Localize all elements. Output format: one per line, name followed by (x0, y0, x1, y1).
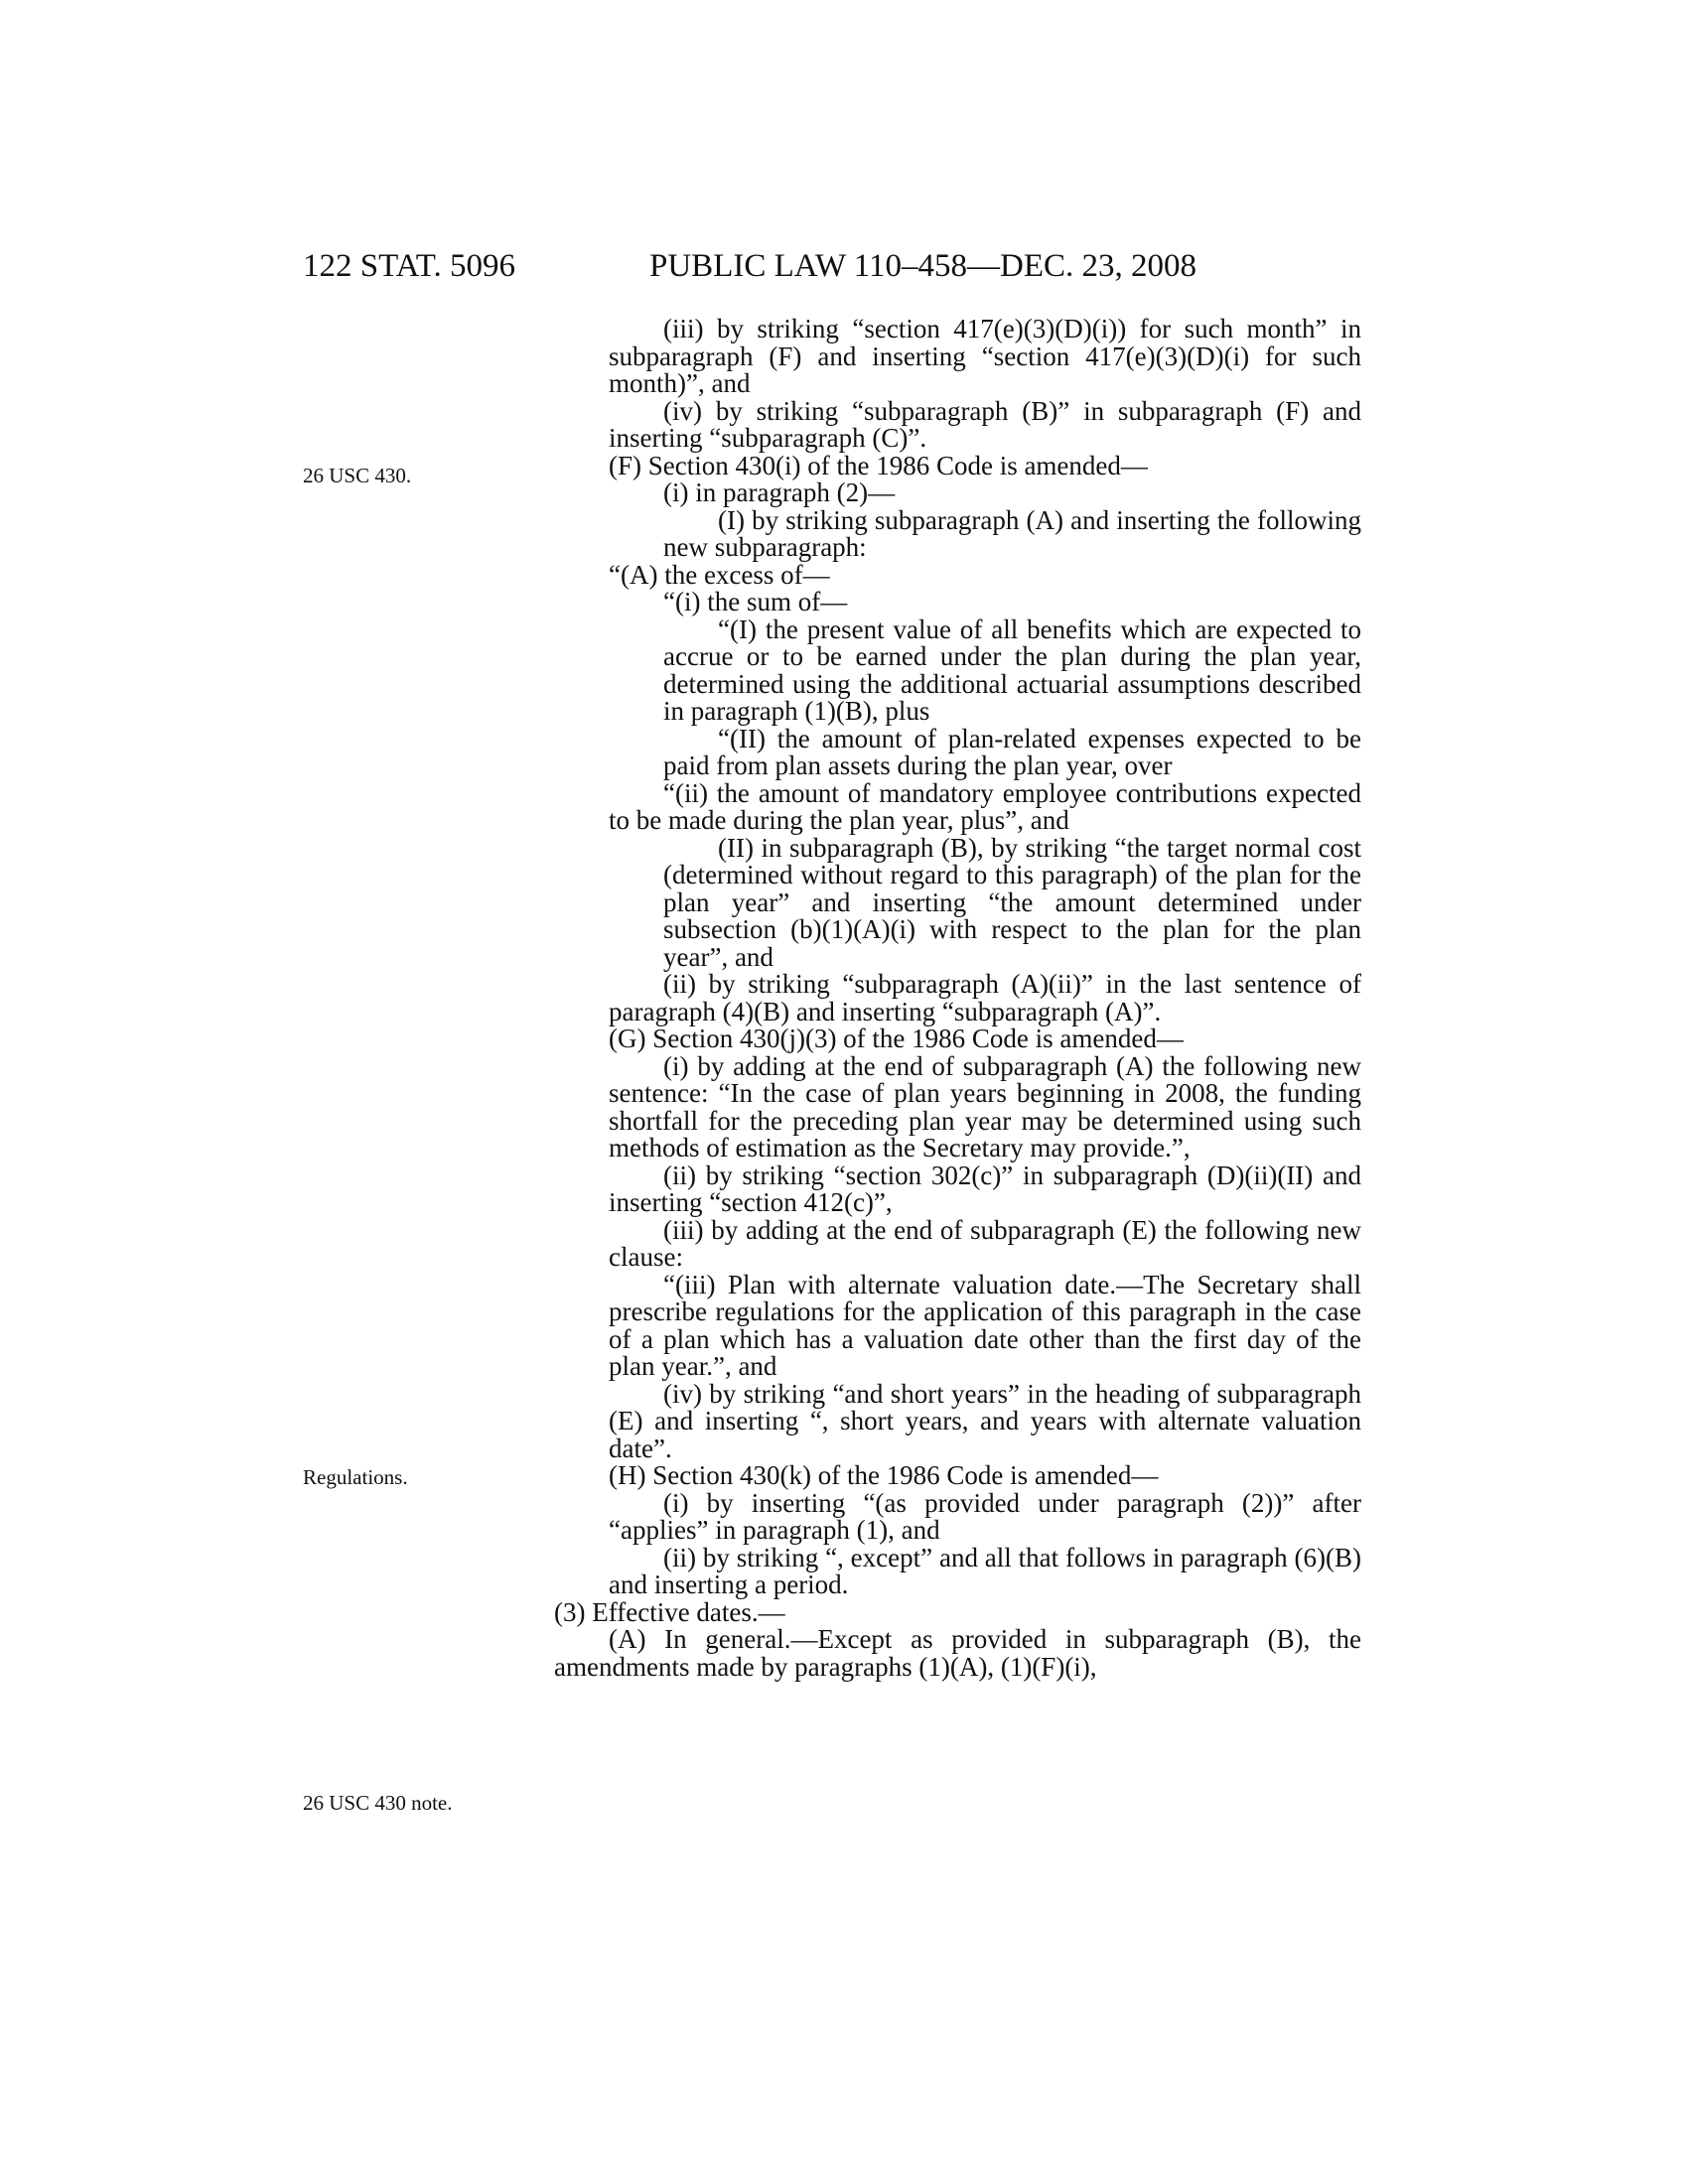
stat-page-number: 122 STAT. 5096 (303, 248, 516, 284)
paragraph: “(iii) Plan with alternate valuation date.—The Secretary shall prescribe regulations for the application of this paragraph in the case of a plan which has a valuation date other than the first day of the plan year.”, and (609, 1269, 1361, 1381)
margin-note-regulations: Regulations. (303, 1465, 408, 1489)
margin-note-usc-430: 26 USC 430. (303, 464, 412, 487)
paragraph: (F) Section 430(i) of the 1986 Code is amended— (609, 450, 1148, 480)
statute-body (554, 314, 1361, 1682)
running-title: PUBLIC LAW 110–458—DEC. 23, 2008 (649, 248, 1197, 284)
paragraph: (ii) by striking “, except” and all that follows in paragraph (6)(B) and inserting a period. (609, 1542, 1361, 1599)
paragraph: (A) In general.—Except as provided in subparagraph (B), the amendments made by paragraphs (1)(A), (1)(F)(i), (554, 1624, 1361, 1682)
paragraph: (iv) by striking “and short years” in the heading of subparagraph (E) and inserting “, short years, and years with alternate valuation date”. (609, 1378, 1361, 1463)
margin-note-usc-430-note: 26 USC 430 note. (303, 1791, 453, 1815)
section-heading: (3) Effective dates.— (554, 1596, 785, 1627)
paragraph: (iii) by striking “section 417(e)(3)(D)(i)) for such month” in subparagraph (F) and inserting “section 417(e)(3)(D)(i) for such month)”, and (609, 314, 1361, 398)
paragraph: “(I) the present value of all benefits which are expected to accrue or to be earned under the plan during the plan year, determined using the additional actuarial assumptions described in paragraph (1)(B), plus (663, 614, 1361, 726)
paragraph: (H) Section 430(k) of the 1986 Code is amended— (609, 1460, 1159, 1490)
paragraph: (G) Section 430(j)(3) of the 1986 Code is amended— (609, 1024, 1184, 1053)
paragraph: “(i) the sum of— (663, 587, 848, 616)
paragraph: “(A) the excess of— (609, 559, 830, 590)
paragraph: (ii) by striking “subparagraph (A)(ii)” in the last sentence of paragraph (4)(B) and inserting “subparagraph (A)”. (609, 969, 1361, 1026)
paragraph: (i) by adding at the end of subparagraph (A) the following new sentence: “In the case of plan years beginning in 2008, the funding shortfall for the preceding plan year may be determined using such methods of estimation as the Secretary may provide.”, (609, 1050, 1361, 1162)
paragraph: (ii) by striking “section 302(c)” in subparagraph (D)(ii)(II) and inserting “section 412(c)”, (609, 1160, 1361, 1217)
paragraph: “(II) the amount of plan-related expenses expected to be paid from plan assets during the plan year, over (663, 723, 1361, 780)
paragraph: (I) by striking subparagraph (A) and inserting the following new subparagraph: (663, 504, 1361, 562)
paragraph: (iii) by adding at the end of subparagraph (E) the following new clause: (609, 1214, 1361, 1272)
paragraph: (II) in subparagraph (B), by striking “the target normal cost (determined without regard to this paragraph) of the plan for the plan year” and inserting “the amount determined under subsection (b)(1)(A)(i) with respect to the plan for the plan year”, and (663, 832, 1361, 972)
paragraph: (iv) by striking “subparagraph (B)” in subparagraph (F) and inserting “subparagraph (C)”. (609, 395, 1361, 453)
paragraph: (i) in paragraph (2)— (663, 478, 896, 507)
paragraph: (i) by inserting “(as provided under paragraph (2))” after “applies” in paragraph (1), and (609, 1487, 1361, 1545)
paragraph: “(ii) the amount of mandatory employee contributions expected to be made during the plan year, plus”, and (609, 777, 1361, 835)
